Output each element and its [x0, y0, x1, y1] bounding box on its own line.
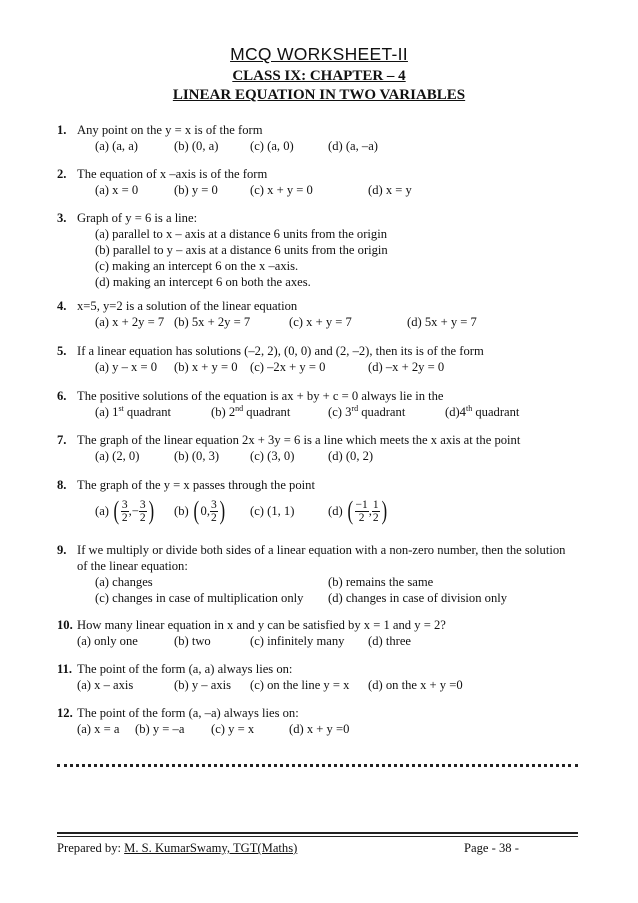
page-number: Page - 38 -: [464, 841, 519, 855]
class-chapter-heading: CLASS IX: CHAPTER – 4: [232, 68, 406, 84]
question-number: 3.: [57, 211, 67, 225]
footer: [57, 841, 578, 856]
question-text: The graph of the linear equation 2x + 3y = 6 is a line which meets the x axis at the point: [77, 433, 521, 447]
option-d: (d) ( $\frac{-1}{2}$ , $\frac{1}{2}$ ): [328, 496, 387, 525]
option-c: (c) (a, 0): [250, 139, 294, 153]
option-b: (b) 5x + 2y = 7: [174, 315, 251, 329]
option-b: (b) two: [174, 634, 211, 648]
option-b: (b) remains the same: [328, 575, 434, 589]
option-d: (d) changes in case of division only: [328, 591, 508, 605]
question-5: [57, 343, 587, 375]
option-b: (b) (0, 3): [174, 449, 220, 463]
question-text: The equation of x –axis is of the form: [77, 167, 268, 181]
question-text: Graph of y = 6 is a line:: [77, 211, 198, 225]
option-d: (d) x + y =0: [289, 722, 350, 736]
question-text: If we multiply or divide both sides of a linear equation with a non-zero number, then the solution: [77, 543, 566, 557]
option-c: (c) (1, 1): [250, 504, 295, 518]
option-c: (c) changes in case of multiplication only: [95, 591, 304, 605]
option-b: (b) ( 0, $\frac{3}{2}$ ): [174, 496, 225, 525]
option-a: (a) ( $\frac{3}{2}$ ,− $\frac{3}{2}$ ): [95, 496, 154, 525]
option-a: (a) only one: [77, 634, 138, 648]
prepared-by-label: Prepared by:: [57, 841, 125, 855]
topic-heading: LINEAR EQUATION IN TWO VARIABLES: [172, 87, 466, 103]
option-c: (c) x + y = 7: [289, 315, 352, 329]
question-number: 10.: [57, 618, 73, 632]
option-d: (d) on the x + y =0: [368, 678, 463, 692]
option-c: (c) –2x + y = 0: [250, 360, 326, 374]
option-d: (d) three: [368, 634, 412, 648]
question-number: 8.: [57, 478, 67, 492]
question-11: [57, 661, 587, 693]
option-b: (b) parallel to y – axis at a distance 6 units from the origin: [95, 243, 388, 257]
author-name: M. S. KumarSwamy, TGT(Maths): [124, 841, 298, 855]
option-d: (d) (0, 2): [328, 449, 374, 463]
option-a: (a) y – x = 0: [95, 360, 158, 374]
question-number: 9.: [57, 543, 67, 557]
option-c: (c) making an intercept 6 on the x –axis.: [95, 259, 299, 273]
question-text: If a linear equation has solutions (–2, 2), (0, 0) and (2, –2), then its is of the form: [77, 344, 484, 358]
question-10: [57, 617, 587, 649]
option-a: (a) (a, a): [95, 139, 138, 153]
option-c: (c) infinitely many: [250, 634, 345, 648]
question-text: Any point on the y = x is of the form: [77, 123, 263, 137]
question-text: The point of the form (a, –a) always lies on:: [77, 706, 299, 720]
option-a: (a) (2, 0): [95, 449, 140, 463]
question-1: [57, 122, 587, 154]
question-text: The point of the form (a, a) always lies on:: [77, 662, 293, 676]
dotted-separator: [57, 764, 578, 767]
option-a: (a) x = a: [77, 722, 120, 736]
option-a: (a) x – axis: [77, 678, 134, 692]
option-a: (a) changes: [95, 575, 153, 589]
option-d: (d) –x + 2y = 0: [368, 360, 445, 374]
option-c: (c) 3rd quadrant: [328, 404, 406, 419]
question-4: [57, 298, 587, 330]
footer-rule-thick: [57, 832, 578, 834]
option-a: (a) x = 0: [95, 183, 139, 197]
option-b: (b) y = –a: [135, 722, 185, 736]
question-number: 5.: [57, 344, 67, 358]
option-a: (a) x + 2y = 7: [95, 315, 165, 329]
option-d: (d) x = y: [368, 183, 412, 197]
option-c: (c) (3, 0): [250, 449, 295, 463]
question-6: [57, 388, 587, 420]
option-c: (c) x + y = 0: [250, 183, 313, 197]
question-number: 6.: [57, 389, 67, 403]
question-12: [57, 705, 587, 737]
option-b: (b) y = 0: [174, 183, 218, 197]
option-c: (c) on the line y = x: [250, 678, 350, 692]
option-a: (a) parallel to x – axis at a distance 6 units from the origin: [95, 227, 388, 241]
question-3: [57, 210, 587, 290]
question-text-continued: of the linear equation:: [77, 559, 188, 573]
question-text: x=5, y=2 is a solution of the linear equation: [77, 299, 298, 313]
question-number: 12.: [57, 706, 73, 720]
option-d: (d) (a, –a): [328, 139, 378, 153]
question-9: [57, 542, 587, 606]
option-b: (b) (0, a): [174, 139, 219, 153]
question-number: 4.: [57, 299, 67, 313]
option-c: (c) y = x: [211, 722, 255, 736]
question-7: [57, 432, 587, 464]
question-text: The positive solutions of the equation is ax + by + c = 0 always lie in the: [77, 389, 444, 403]
worksheet-title: MCQ WORKSHEET-II: [230, 44, 408, 64]
option-b: (b) 2nd quadrant: [211, 404, 291, 419]
option-b: (b) x + y = 0: [174, 360, 238, 374]
question-text: The graph of the y = x passes through the point: [77, 478, 315, 492]
question-8: [57, 477, 587, 529]
option-b: (b) y – axis: [174, 678, 232, 692]
option-d: (d)4th quadrant: [445, 404, 520, 419]
option-d: (d) making an intercept 6 on both the axes.: [95, 275, 311, 289]
option-d: (d) 5x + y = 7: [407, 315, 477, 329]
question-number: 11.: [57, 662, 73, 676]
question-number: 7.: [57, 433, 67, 447]
question-number: 2.: [57, 167, 67, 181]
footer-rule-thin: [57, 836, 578, 837]
option-a: (a) 1st quadrant: [95, 404, 171, 419]
question-number: 1.: [57, 123, 67, 137]
question-text: How many linear equation in x and y can be satisfied by x = 1 and y = 2?: [77, 618, 446, 632]
question-2: [57, 166, 587, 198]
